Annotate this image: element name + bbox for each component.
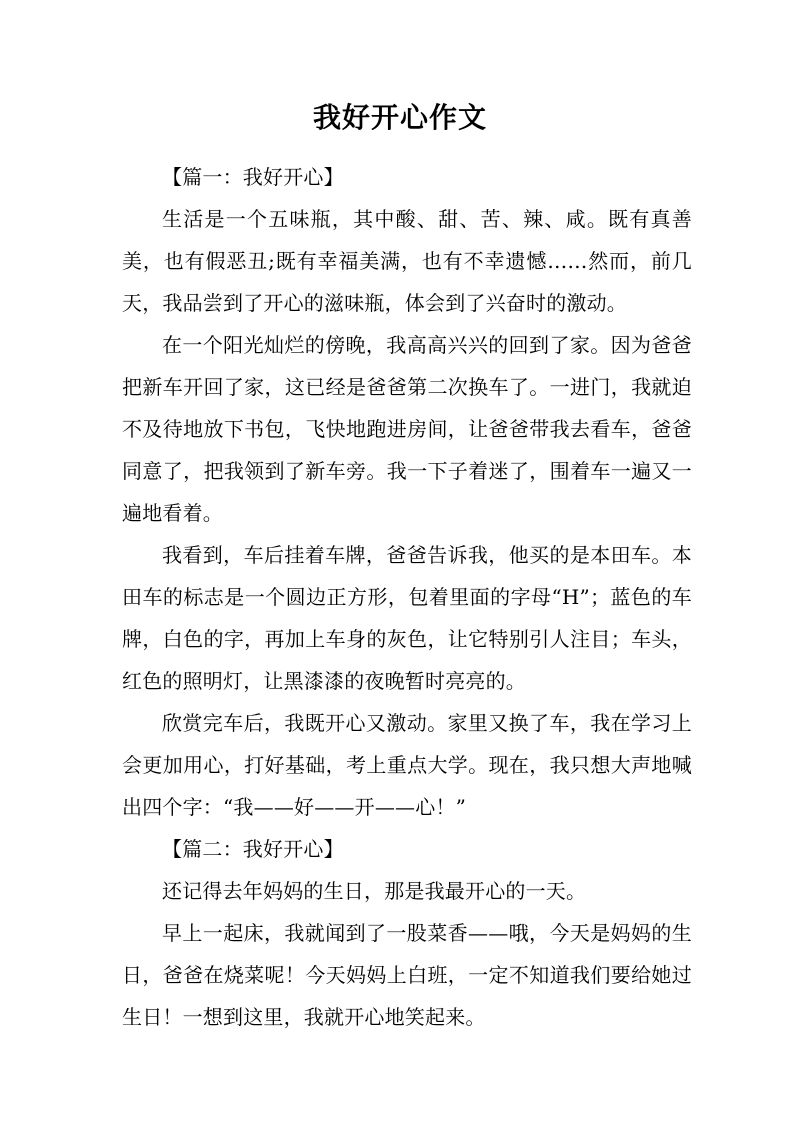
document-body (122, 156, 692, 1038)
paragraph: 还记得去年妈妈的生日，那是我最开心的一天。 (162, 879, 587, 903)
paragraph: 早上一起床，我就闻到了一股菜香——哦，今天是妈妈的生日，爸爸在烧菜呢！今天妈妈上白班，一定不知道我们要给她过生日！一想到这里，我就开心地笑起来。 (122, 921, 692, 1029)
paragraph: 我看到，车后挂着车牌，爸爸告诉我，他买的是本田车。本田车的标志是一个圆边正方形，包着里面的字母“H”；蓝色的车牌，白色的字，再加上车身的灰色，让它特别引人注目；车头，红色的照明灯，让黑漆漆的夜晚暂时亮亮的。 (122, 543, 692, 693)
section-heading-1: 【篇一：我好开心】 (162, 165, 344, 189)
document-title: 我好开心作文 (312, 101, 487, 134)
paragraph: 欣赏完车后，我既开心又激动。家里又换了车，我在学习上会更加用心，打好基础，考上重点大学。现在，我只想大声地喊出四个字：“我——好——开——心！” (122, 711, 692, 819)
paragraph: 生活是一个五味瓶，其中酸、甜、苦、辣、咸。既有真善美，也有假恶丑;既有幸福美满，也有不幸遗憾……然而，前几天，我品尝到了开心的滋味瓶，体会到了兴奋时的激动。 (122, 207, 692, 315)
paragraph: 在一个阳光灿烂的傍晚，我高高兴兴的回到了家。因为爸爸把新车开回了家，这已经是爸爸第二次换车了。一进门，我就迫不及待地放下书包，飞快地跑进房间，让爸爸带我去看车，爸爸同意了，把我领到了新车旁。我一下子着迷了，围着车一遍又一遍地看着。 (122, 333, 692, 525)
section-heading-2: 【篇二：我好开心】 (162, 837, 344, 861)
